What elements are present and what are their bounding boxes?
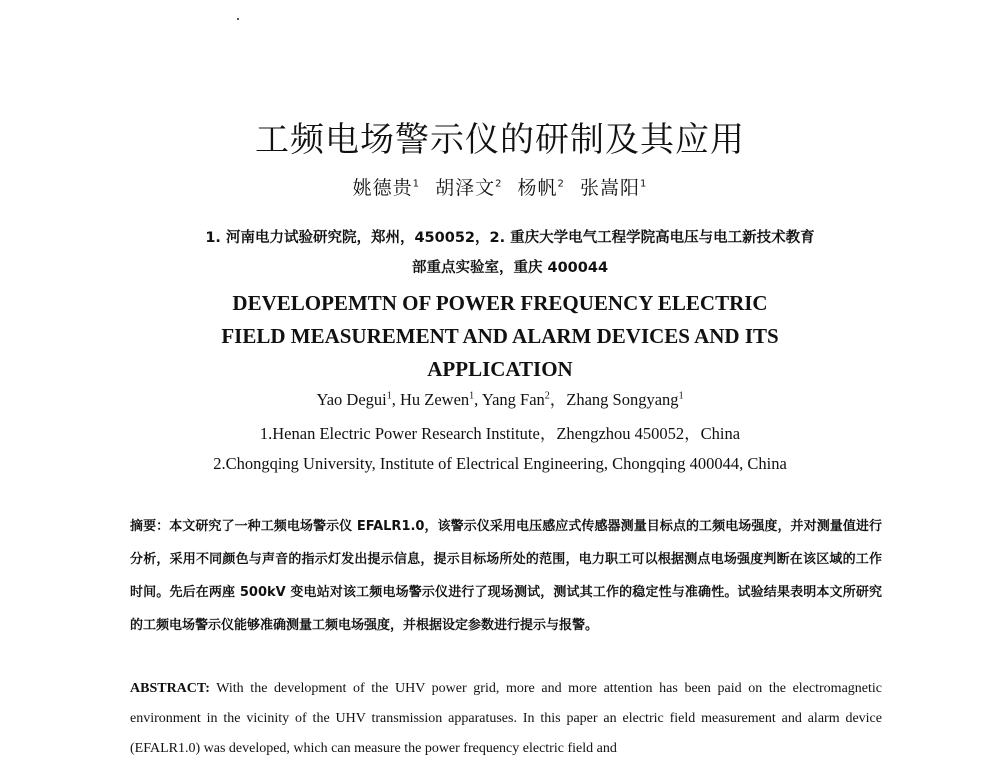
english-author: Hu Zewen$^1$, [399, 390, 482, 409]
chinese-abstract [130, 510, 882, 642]
english-abstract [130, 674, 882, 764]
chinese-author: 姚德贵$^1$ [352, 177, 421, 199]
english-author: Yang Fan$^2$， [481, 390, 567, 409]
english-title-line1: DEVELOPEMTN OF POWER FREQUENCY ELECTRIC [232, 291, 768, 315]
chinese-affiliation-line2: 部重点实验室，重庆 400044 [411, 260, 609, 276]
english-affiliation-2: 2.Chongqing University, Institute of Electrical Engineering, Chongqing 400044, China [213, 454, 787, 473]
chinese-abstract-label: 摘要： [130, 519, 170, 534]
english-affiliation-1: 1.Henan Electric Power Research Institute，Zhengzhou 450052，China [259, 424, 741, 443]
chinese-affiliation-line1: 1. 河南电力试验研究院，郑州，450052，2. 重庆大学电气工程学院高电压与电工新技术教育 [205, 230, 815, 246]
chinese-title: 工频电场警示仪的研制及其应用 [255, 120, 745, 160]
english-title-line2: FIELD MEASUREMENT AND ALARM DEVICES AND ITS [221, 324, 779, 348]
chinese-author: 杨帆$^2$ [517, 177, 565, 199]
english-title [150, 287, 850, 386]
scan-speck [237, 18, 239, 20]
english-authors [0, 386, 1000, 410]
english-author: Yao Degui$^1$, [316, 390, 400, 409]
english-title-line3: APPLICATION [427, 357, 573, 381]
english-abstract-label: ABSTRACT: [130, 681, 210, 696]
english-author: Zhang Songyang$^1$ [566, 390, 684, 409]
chinese-author: 张嵩阳$^1$ [579, 177, 648, 199]
chinese-author: 胡泽文$^2$ [435, 177, 503, 199]
english-abstract-text: With the development of the UHV power grid, more and more attention has been paid on the electromagnetic environment in the vicinity of the UHV transmission apparatuses. In this paper an electric field measurement and alarm device (EFALR1.0) was developed, which can measure the power frequency electric field and [130, 681, 882, 756]
chinese-authors [0, 173, 1000, 200]
chinese-abstract-text: 本文研究了一种工频电场警示仪 EFALR1.0，该警示仪采用电压感应式传感器测量目标点的工频电场强度，并对测量值进行分析，采用不同颜色与声音的指示灯发出提示信息，提示目标场所处的范围，电力职工可以根据测点电场强度判断在该区域的工作时间。先后在两座 500kV 变电站对该工频电场警示仪进行了现场测试，测试其工作的稳定性与准确性。试验结果表明本文所研究的工频电场警示仪能够准确测量工频电场强度，并根据设定参数进行提示与报警。 [130, 519, 882, 633]
chinese-affiliation [130, 223, 890, 283]
